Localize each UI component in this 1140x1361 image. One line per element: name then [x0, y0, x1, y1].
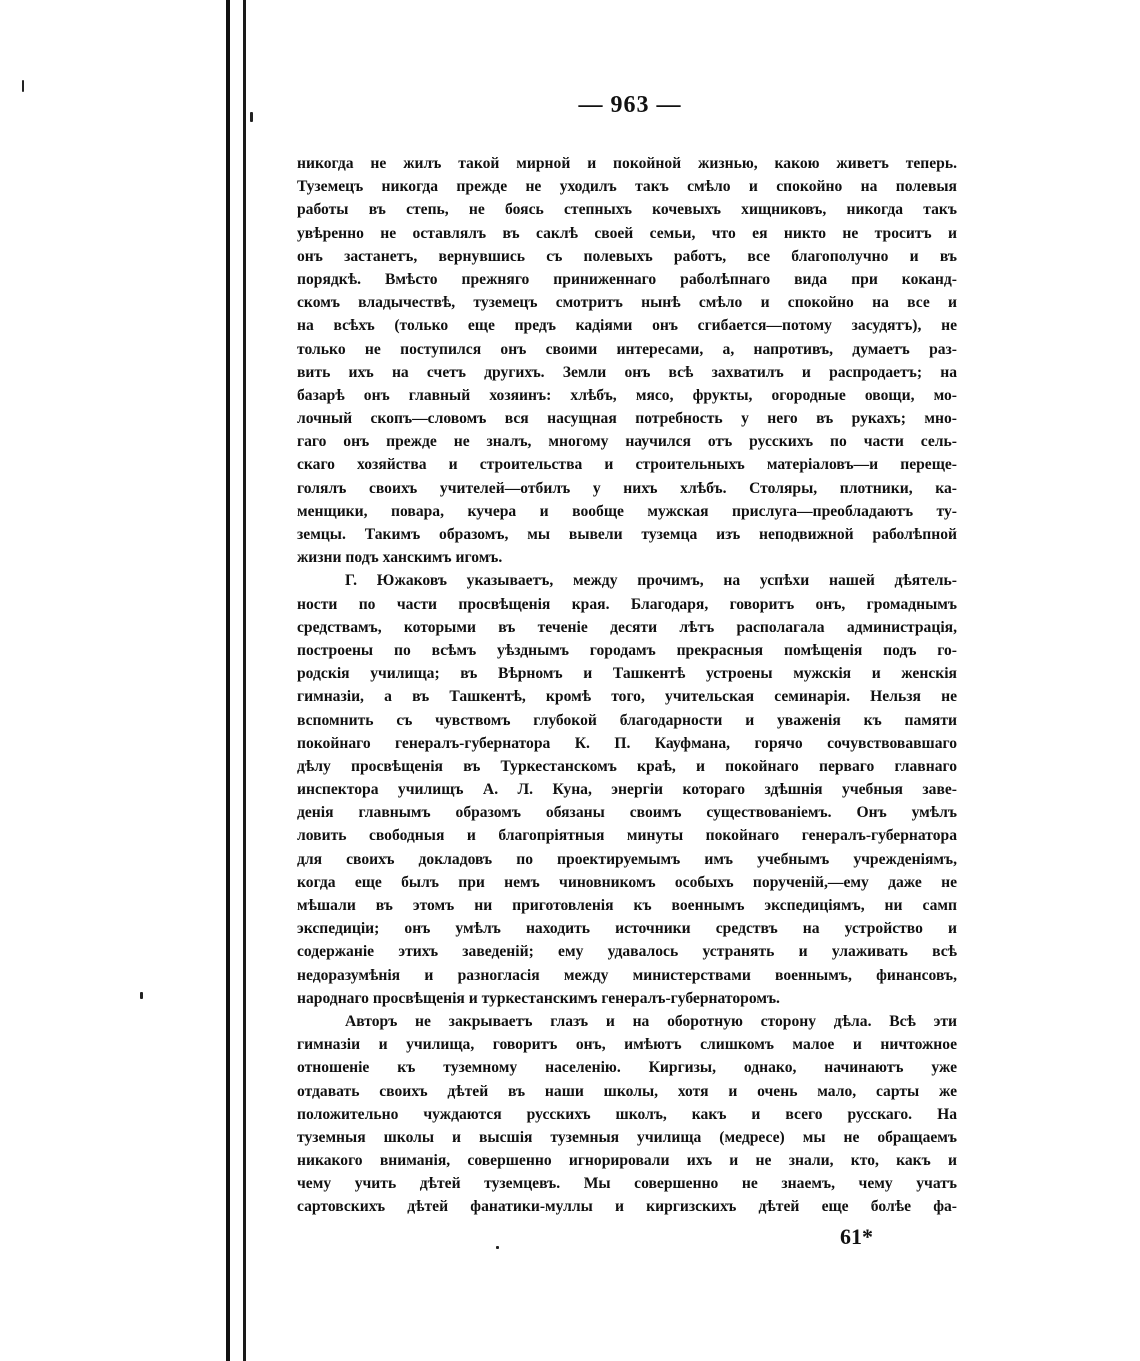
- text-line: работы въ степь, не боясь степныхъ кочевыхъ хищниковъ, никогда такъ: [297, 201, 957, 219]
- scan-speck: [22, 80, 24, 92]
- text-line: гимназіи, а въ Ташкентѣ, кромѣ того, учительская семинарія. Нельзя не: [297, 688, 957, 706]
- text-line: покойнаго генералъ-губернатора К. П. Кауфмана, горячо сочувствовавшаго: [297, 734, 957, 752]
- text-line: экспедиціи; онъ умѣлъ находить источники средствъ на устройство и: [297, 920, 957, 938]
- text-line: народнаго просвѣщенія и туркестанскимъ генералъ-губернаторомъ.: [297, 989, 780, 1007]
- text-line: ловить свободныя и благопріятныя минуты покойнаго генералъ-губернатора: [297, 827, 957, 845]
- text-line: менщики, повара, кучера и вообще мужская прислуга—преобладаютъ ту-: [297, 502, 957, 520]
- text-line: недоразумѣнія и разногласія между министерствами военнымъ, финансовъ,: [297, 966, 957, 984]
- text-line: голялъ своихъ учителей—отбилъ у нихъ хлѣбъ. Столяры, плотники, ка-: [297, 479, 957, 497]
- text-line: жизни подъ ханскимъ игомъ.: [297, 549, 503, 567]
- text-line: содержаніе этихъ заведеній; ему удавалось устранять и улаживать всѣ: [297, 943, 957, 961]
- text-line: когда еще былъ при немъ чиновникомъ особыхъ порученій,—ему даже не: [297, 873, 957, 891]
- text-line: дѣлу просвѣщенія въ Туркестанскомъ краѣ, и покойнаго перваго главнаго: [297, 757, 957, 775]
- printer-signature: 61*: [840, 1224, 873, 1249]
- text-line: туземныя школы и высшія туземныя училища (медресе) мы не обращаемъ: [297, 1128, 957, 1146]
- text-line: никакого вниманія, совершенно игнорировали ихъ и не знали, кто, какъ и: [297, 1152, 957, 1170]
- text-line: базарѣ онъ главный хозяинъ: хлѣбъ, мясо, фрукты, огородные овощи, мо-: [297, 386, 957, 404]
- text-line: положительно чуждаются русскихъ школъ, какъ и всего русскаго. На: [297, 1105, 957, 1123]
- text-line: Г. Южаковъ указываетъ, между прочимъ, на успѣхи нашей дѣятель-: [345, 572, 957, 590]
- text-line: на всѣхъ (только еще предъ кадіями онъ сгибается—потому засудятъ), не: [297, 317, 957, 335]
- text-line: только не поступился онъ своими интересами, а, напротивъ, думаетъ раз-: [297, 340, 957, 358]
- text-line: средствамъ, которыми въ теченіе десяти лѣтъ располагала администрація,: [297, 618, 957, 636]
- text-line: гимназіи и училища, говоритъ онъ, имѣютъ слишкомъ малое и ничтожное: [297, 1036, 957, 1054]
- text-line: вить ихъ на счетъ другихъ. Земли онъ всѣ захватилъ и распродаетъ; на: [297, 363, 957, 381]
- text-line: чему учить дѣтей туземцевъ. Мы совершенно не знаемъ, чему учатъ: [297, 1175, 957, 1193]
- text-line: лочный скопъ—словомъ вся насущная потребность у него въ рукахъ; мно-: [297, 410, 957, 428]
- text-line: Туземецъ никогда прежде не уходилъ такъ смѣло и спокойно на полевыя: [297, 178, 957, 196]
- text-line: денія главнымъ образомъ обязаны своимъ существованіемъ. Онъ умѣлъ: [297, 804, 957, 822]
- text-line: онъ застанетъ, вернувшись съ полевыхъ работъ, все благополучно и въ: [297, 247, 957, 265]
- text-line: родскія училища; въ Вѣрномъ и Ташкентѣ устроены мужскія и женскія: [297, 665, 957, 683]
- text-line: инспектора училищъ А. Л. Куна, энергіи котораго здѣшнія учебныя заве-: [297, 781, 957, 799]
- text-line: скомъ владычествѣ, туземецъ смотритъ нынѣ смѣло и спокойно на все и: [297, 294, 957, 312]
- text-line: мѣшали въ этомъ ни приготовленія къ военнымъ экспедиціямъ, ни самп: [297, 897, 957, 914]
- text-line: отдавать своихъ дѣтей въ наши школы, хотя и очень мало, сарты же: [297, 1082, 957, 1100]
- scan-speck: [496, 1246, 499, 1249]
- body-text: [297, 152, 957, 1219]
- text-line: земцы. Такимъ образомъ, мы вывели туземца изъ неподвижной раболѣпной: [297, 526, 957, 543]
- text-line: никогда не жилъ такой мирной и покойной жизнью, какою живетъ теперь.: [297, 155, 957, 172]
- text-line: скаго хозяйства и строительства и строительныхъ матеріаловъ—и переще-: [297, 456, 957, 474]
- text-line: вспомнить съ чувствомъ глубокой благодарности и уваженія къ памяти: [297, 711, 957, 729]
- text-line: ности по части просвѣщенія края. Благодаря, говоритъ онъ, громаднымъ: [297, 595, 957, 613]
- text-line: построены по всѣмъ уѣзднымъ городамъ прекрасныя помѣщенія подъ го-: [297, 641, 957, 659]
- text-line: гаго онъ прежде не зналъ, многому научился отъ русскихъ по части сель-: [297, 433, 957, 451]
- binding-edge-line-inner: [243, 0, 246, 1361]
- text-line: для своихъ докладовъ по проектируемымъ имъ учебнымъ учрежденіямъ,: [297, 850, 957, 868]
- text-line: увѣренно не оставлялъ въ саклѣ своей семьи, что ея никто не троситъ и: [297, 224, 957, 242]
- text-line: сартовскихъ дѣтей фанатики-муллы и киргизскихъ дѣтей еще болѣе фа-: [297, 1198, 957, 1216]
- binding-edge-line: [226, 0, 230, 1361]
- scan-speck: [140, 992, 143, 999]
- text-line: отношеніе къ туземному населенію. Киргизы, однако, начинаютъ уже: [297, 1059, 957, 1077]
- text-line: порядкѣ. Вмѣсто прежняго приниженнаго раболѣпнаго вида при коканд-: [297, 270, 957, 288]
- page-number: — 963 —: [578, 92, 682, 118]
- text-line: Авторъ не закрываетъ глазъ и на оборотную сторону дѣла. Всѣ эти: [345, 1012, 957, 1030]
